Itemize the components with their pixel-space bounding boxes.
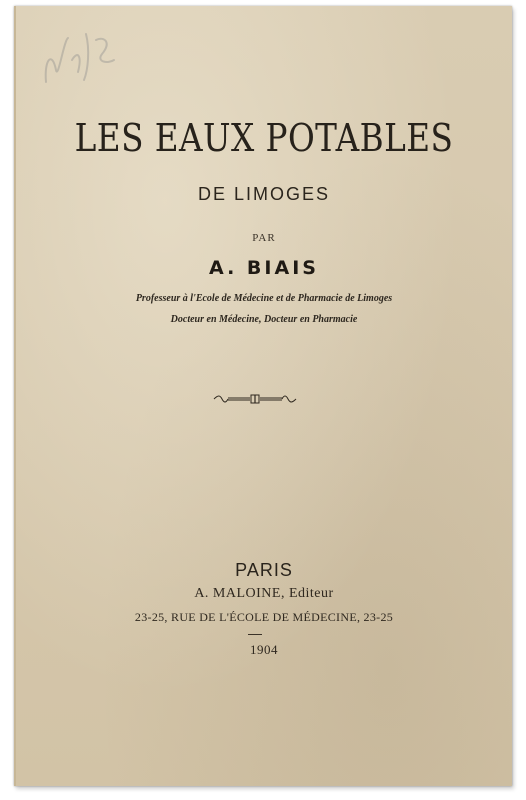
book-title: LES EAUX POTABLES bbox=[74, 116, 454, 160]
book-cover bbox=[14, 6, 512, 786]
author-name: A. BIAIS bbox=[209, 257, 319, 279]
publication-city: PARIS bbox=[235, 560, 293, 580]
by-label: PAR bbox=[252, 232, 276, 244]
publisher-name: A. MALOINE, bbox=[194, 586, 285, 601]
divider bbox=[248, 634, 262, 635]
publication-year: 1904 bbox=[250, 642, 278, 657]
publisher-role: Editeur bbox=[288, 586, 334, 601]
decorative-rule-icon bbox=[212, 392, 298, 406]
author-credential-doctor: Docteur en Médecine, Docteur en Pharmacie bbox=[170, 314, 358, 325]
pencil-annotation-icon bbox=[38, 20, 128, 100]
publisher-address: 23-25, RUE DE L'ÉCOLE DE MÉDECINE, 23-25 bbox=[134, 610, 394, 624]
publisher-line bbox=[16, 586, 512, 602]
author-credential-professor: Professeur à l'Ecole de Médecine et de Pharmacie de Limoges bbox=[135, 293, 393, 304]
book-subtitle: DE LIMOGES bbox=[197, 184, 331, 204]
